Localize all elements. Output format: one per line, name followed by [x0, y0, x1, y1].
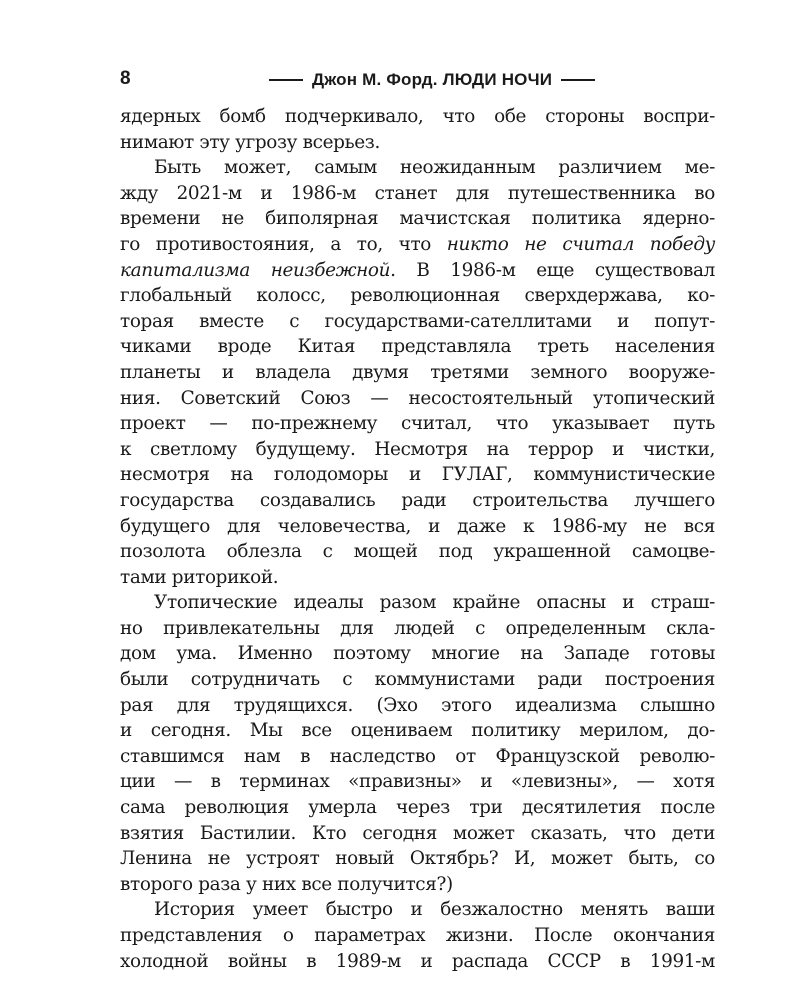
text-line: Утопические идеалы разом крайне опасны и страш-: [154, 592, 715, 614]
text-line: были сотрудничать с коммунистами ради построения: [120, 669, 715, 691]
text-line: несмотря на голодоморы и ГУЛАГ, коммунистические: [120, 464, 715, 486]
text-line: проект — по-прежнему считал, что указывает путь: [120, 413, 715, 435]
text-line: второго раза у них все получится?): [120, 873, 453, 895]
text-line: взятия Бастилии. Кто сегодня может сказать, что дети: [120, 822, 715, 844]
text-line: сама революция умерла через три десятилетия после: [120, 797, 715, 819]
text-line: [120, 232, 715, 258]
text-line: ции — в терминах «правизны» и «левизны», — хотя: [120, 771, 715, 793]
text-line: История умеет быстро и безжалостно менять ваши: [154, 899, 715, 921]
text-line: будущего для человечества, и даже к 1986-му не вся: [120, 515, 715, 537]
running-head: [260, 70, 575, 90]
text-line: дом ума. Именно поэтому многие на Западе готовы: [120, 643, 715, 665]
text-line: глобальный колосс, революционная сверхдержава, ко-: [120, 285, 715, 307]
text-line: но привлекательны для людей с определенным скла-: [120, 617, 715, 639]
text-line: тами риторикой.: [120, 566, 279, 588]
text-line: Быть может, самым неожиданным различием ме-: [154, 157, 715, 179]
italic-phrase: никто не считал победу: [446, 233, 716, 255]
text-line: времени не биполярная мачистская политика ядерно-: [120, 208, 715, 230]
text-line: и сегодня. Мы все оцениваем политику мерилом, до-: [120, 720, 715, 742]
running-head-text: Джон М. Форд. ЛЮДИ НОЧИ: [312, 70, 553, 89]
text-line-part: го противостояния, а то, что: [120, 233, 431, 255]
text-line: чиками вроде Китая представляла треть населения: [120, 336, 715, 358]
text-line: Ленина не устроят новый Октябрь? И, может быть, со: [120, 848, 715, 870]
text-line: представления о параметрах жизни. После окончания: [120, 925, 715, 946]
text-line: ния. Советский Союз — несостоятельный утопический: [120, 387, 715, 409]
text-line: торая вместе с государствами-сателлитами и попут-: [120, 310, 715, 332]
right-rule: [561, 79, 595, 81]
text-line-part: . В 1986-м еще существовал: [390, 259, 715, 281]
text-line: [120, 258, 715, 284]
body-text: [120, 104, 715, 974]
text-line: государства создавались ради строительства лучшего: [120, 489, 715, 511]
left-rule: [269, 79, 303, 81]
text-line: нимают эту угрозу всерьез.: [120, 131, 380, 153]
page-number: 8: [120, 68, 131, 89]
text-line: планеты и владела двумя третями земного вооруже-: [120, 361, 715, 383]
text-line: жду 2021-м и 1986-м станет для путешественника во: [120, 182, 715, 204]
page-header: [120, 66, 715, 94]
text-line: рая для трудящихся. (Эхо этого идеализма слышно: [120, 694, 715, 716]
text-line: холодной войны в 1989-м и распада СССР в 1991-м: [120, 950, 715, 972]
text-line: позолота облезла с мощей под украшенной самоцве-: [120, 541, 715, 563]
text-line: ставшимся нам в наследство от Французской револю-: [120, 745, 715, 767]
text-line: ядерных бомб подчеркивало, что обе стороны воспри-: [120, 106, 715, 127]
text-line: к светлому будущему. Несмотря на террор и чистки,: [120, 438, 715, 460]
italic-phrase: капитализма неизбежной: [120, 259, 391, 281]
